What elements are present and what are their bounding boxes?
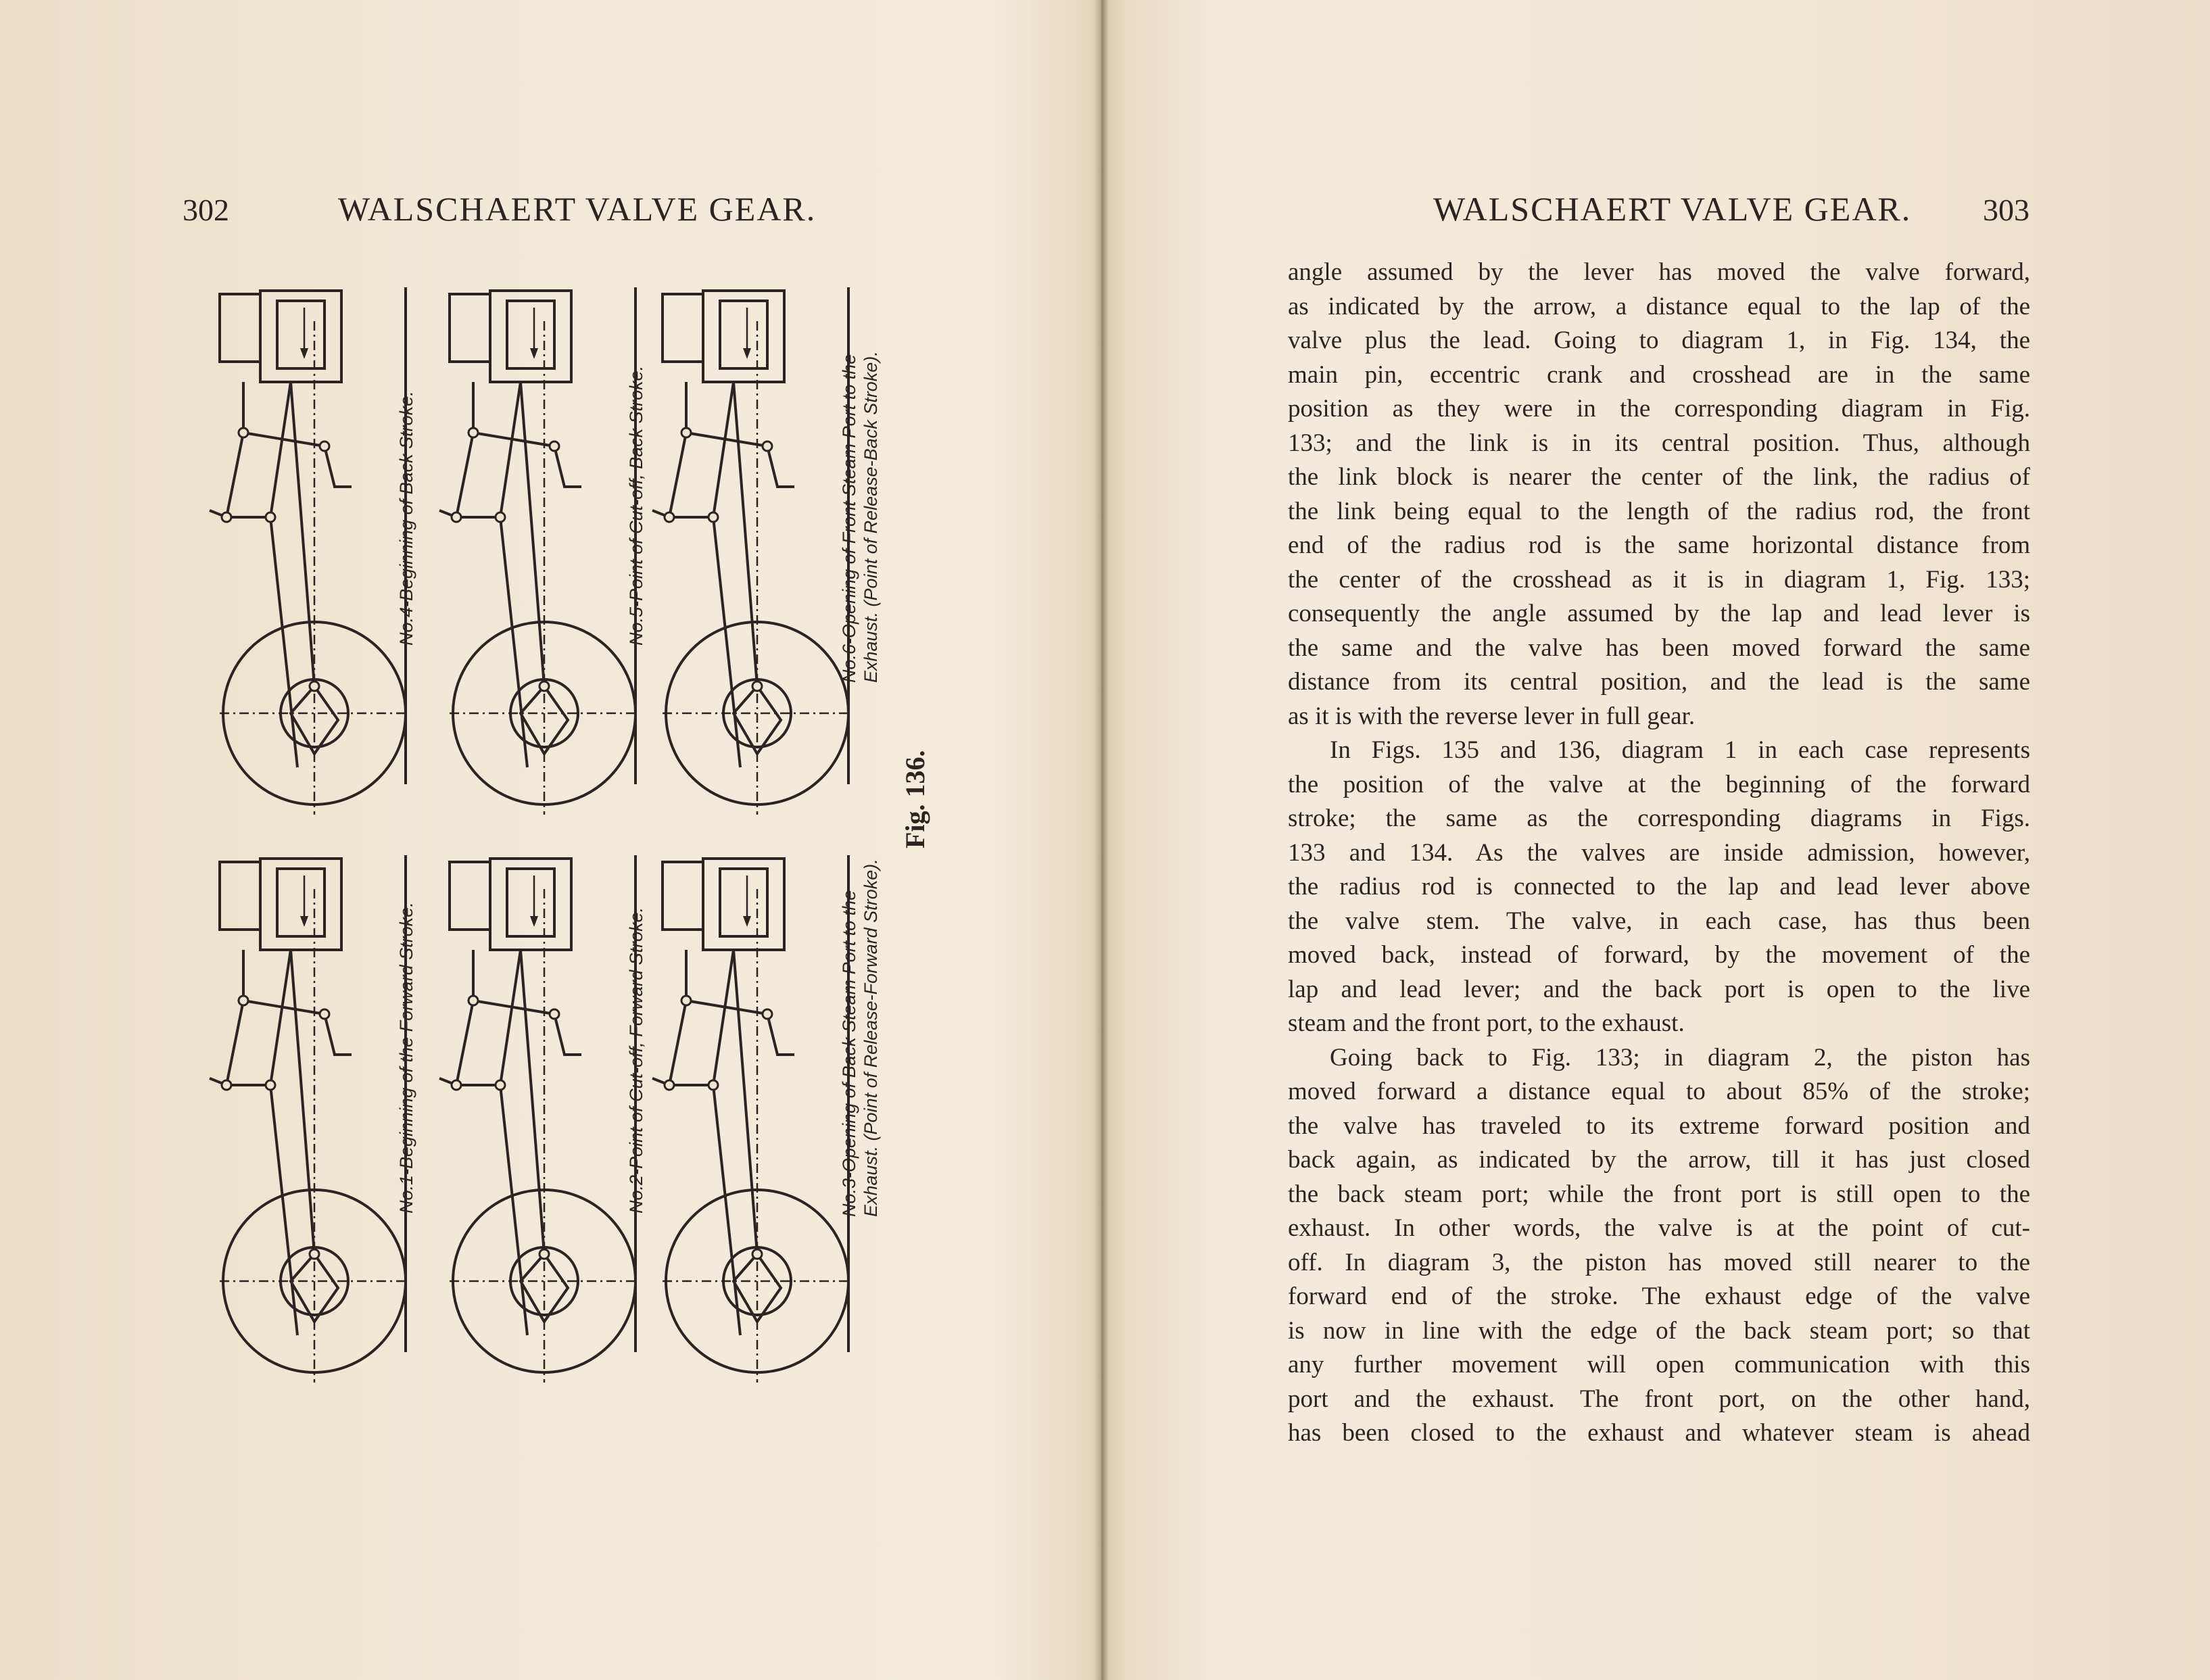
- text-line: lap and lead lever; and the back port is open to the live: [1288, 975, 2030, 1003]
- text-line: the center of the crosshead as it is in diagram 1, Fig. 133;: [1288, 565, 2030, 594]
- text-line: the position of the valve at the beginning of the forward: [1288, 770, 2030, 798]
- diagram-3-union-link: [652, 950, 734, 1085]
- diagram-5-valve-piston: [450, 294, 490, 362]
- text-line: angle assumed by the lever has moved the valve forward,: [1288, 258, 2030, 286]
- diagram-4-pin: [239, 428, 248, 437]
- text-line: as it is with the reverse lever in full gear.: [1288, 702, 1696, 730]
- diagram-5-union-link: [439, 382, 521, 517]
- diagram-3-pin: [665, 1080, 674, 1090]
- diagram-1-valve-body: [277, 869, 325, 936]
- caption-diagram-6: No.6-Opening of Front Steam Port to the Exhaust. (Point of Release-Back Stroke).: [839, 351, 881, 683]
- diagram-2-valve-body: [507, 869, 554, 936]
- diagram-6-union-link: [652, 382, 734, 517]
- diagram-4-union-link: [210, 382, 291, 517]
- caption-diagram-1: No.1-Beginning of the Forward Stroke.: [396, 902, 416, 1214]
- diagram-5-pin: [469, 428, 478, 437]
- diagram-6-pin: [665, 512, 674, 522]
- diagram-2-lap-lever: [456, 950, 473, 1085]
- diagram-6-lap-lever: [669, 382, 686, 517]
- caption-diagram-4: No.4-Beginning of Back Stroke.: [396, 391, 416, 646]
- diagram-5-pin: [550, 441, 559, 451]
- text-line: has been closed to the exhaust and whatever steam is ahead: [1288, 1419, 2030, 1447]
- diagram-1-lap-lever: [226, 950, 243, 1085]
- text-line: the same and the valve has been moved forward the same: [1288, 633, 2030, 662]
- diagram-1-pin: [310, 1249, 319, 1259]
- caption-diagram-2: No.2-Point of Cut-off, Forward Stroke.: [626, 907, 646, 1214]
- text-line: off. In diagram 3, the piston has moved still nearer to the: [1288, 1248, 2030, 1276]
- diagram-4-pin: [310, 681, 319, 691]
- text-line: moved back, instead of forward, by the movement of the: [1288, 941, 2030, 969]
- diagram-6-valve-arrowhead: [743, 348, 751, 359]
- diagram-5-pin: [539, 681, 549, 691]
- text-line: consequently the angle assumed by the lap and lead lever is: [1288, 600, 2030, 627]
- diagram-2-union-link: [439, 950, 521, 1085]
- diagram-3-valve-arrowhead: [743, 916, 751, 927]
- text-line: port and the exhaust. The front port, on the other hand,: [1288, 1385, 2030, 1413]
- caption-diagram-5: No.5-Point of Cut-off, Back Stroke.: [626, 365, 646, 646]
- diagram-5-lap-lever: [456, 382, 473, 517]
- figure-label: Fig. 136.: [900, 750, 930, 848]
- diagram-5-pin: [496, 512, 505, 522]
- diagram-2-pin: [469, 996, 478, 1005]
- text-line: Going back to Fig. 133; in diagram 2, the piston has: [1330, 1043, 2030, 1072]
- text-line: the link being equal to the length of the radius rod, the front: [1288, 497, 2030, 525]
- text-line: 133; and the link is in its central position. Thus, although: [1288, 429, 2030, 457]
- text-line: the valve stem. The valve, in each case, has thus been: [1288, 907, 2030, 935]
- text-line: back again, as indicated by the arrow, till it has just closed: [1288, 1146, 2030, 1174]
- diagram-3-valve-body: [720, 869, 767, 936]
- diagram-3-lap-lever: [669, 950, 686, 1085]
- text-line: end of the radius rod is the same horizontal distance from: [1288, 531, 2030, 559]
- diagram-1-pin: [320, 1009, 329, 1019]
- diagram-3-pin: [752, 1249, 762, 1259]
- diagram-5-valve-body: [507, 301, 554, 368]
- diagram-4-lap-lever: [226, 382, 243, 517]
- diagram-6-pin: [763, 441, 772, 451]
- diagram-6-valve-body: [720, 301, 767, 368]
- book-gutter: [1094, 0, 1109, 1680]
- diagram-2-valve-piston: [450, 862, 490, 930]
- diagram-3-pin: [763, 1009, 772, 1019]
- diagram-2-pin: [539, 1249, 549, 1259]
- diagram-6-pin: [708, 512, 718, 522]
- text-line: In Figs. 135 and 136, diagram 1 in each case represents: [1330, 736, 2030, 764]
- caption-diagram-3: No.3-Opening of Back Steam Port to the Exhaust. (Point of Release-Forward Stroke).: [839, 859, 881, 1217]
- text-line: stroke; the same as the corresponding diagrams in Figs.: [1288, 805, 2030, 832]
- text-line: distance from its central position, and the lead is the same: [1288, 668, 2030, 696]
- text-line: the link block is nearer the center of the link, the radius of: [1288, 463, 2030, 491]
- text-line: forward end of the stroke. The exhaust edge of the valve: [1288, 1282, 2030, 1310]
- text-line: the back steam port; while the front port is still open to the: [1288, 1180, 2030, 1208]
- body-text: [1288, 256, 2030, 1451]
- diagram-3-valve-piston: [663, 862, 703, 930]
- left-page-number: 302: [183, 193, 229, 227]
- diagram-4-valve-body: [277, 301, 325, 368]
- diagram-4-valve-piston: [220, 294, 260, 362]
- text-line: main pin, eccentric crank and crosshead are in the same: [1288, 360, 2030, 389]
- diagram-4-pin: [266, 512, 275, 522]
- left-page: [0, 0, 1095, 1680]
- text-line: is now in line with the edge of the back steam port; so that: [1288, 1316, 2030, 1345]
- text-line: moved forward a distance equal to about 85% of the stroke;: [1288, 1078, 2030, 1105]
- text-line: exhaust. In other words, the valve is at the point of cut-: [1288, 1214, 2030, 1242]
- text-line: steam and the front port, to the exhaust.: [1288, 1009, 1685, 1037]
- diagram-5-valve-arrowhead: [530, 348, 538, 359]
- diagram-1-pin: [266, 1080, 275, 1090]
- diagram-6-pin: [752, 681, 762, 691]
- diagram-1-union-link: [210, 950, 291, 1085]
- text-line: the valve has traveled to its extreme forward position and: [1288, 1111, 2030, 1140]
- diagram-4-pin: [320, 441, 329, 451]
- diagram-6-pin: [681, 428, 691, 437]
- diagram-2-pin: [496, 1080, 505, 1090]
- right-running-head: WALSCHAERT VALVE GEAR.: [1433, 190, 1912, 228]
- diagram-1-pin: [222, 1080, 231, 1090]
- diagram-6-valve-piston: [663, 294, 703, 362]
- text-line: 133 and 134. As the valves are inside admission, however,: [1288, 838, 2030, 867]
- diagram-2-pin: [550, 1009, 559, 1019]
- diagram-1-valve-arrowhead: [300, 916, 308, 927]
- diagram-3-pin: [708, 1080, 718, 1090]
- diagram-5-pin: [452, 512, 461, 522]
- diagram-2-pin: [452, 1080, 461, 1090]
- text-line: valve plus the lead. Going to diagram 1, in Fig. 134, the: [1288, 327, 2030, 354]
- diagram-4-valve-arrowhead: [300, 348, 308, 359]
- text-line: position as they were in the corresponding diagram in Fig.: [1288, 395, 2030, 423]
- text-line: the radius rod is connected to the lap and lead lever above: [1288, 873, 2030, 901]
- diagram-1-pin: [239, 996, 248, 1005]
- left-running-head: WALSCHAERT VALVE GEAR.: [338, 190, 817, 228]
- right-page-number: 303: [1983, 193, 2029, 227]
- text-line: as indicated by the arrow, a distance equal to the lap of the: [1288, 292, 2030, 320]
- text-line: any further movement will open communication with this: [1288, 1351, 2030, 1378]
- valve-gear-figure: [203, 281, 967, 1389]
- diagram-2-valve-arrowhead: [530, 916, 538, 927]
- diagram-1-valve-piston: [220, 862, 260, 930]
- diagram-4-pin: [222, 512, 231, 522]
- diagram-3-pin: [681, 996, 691, 1005]
